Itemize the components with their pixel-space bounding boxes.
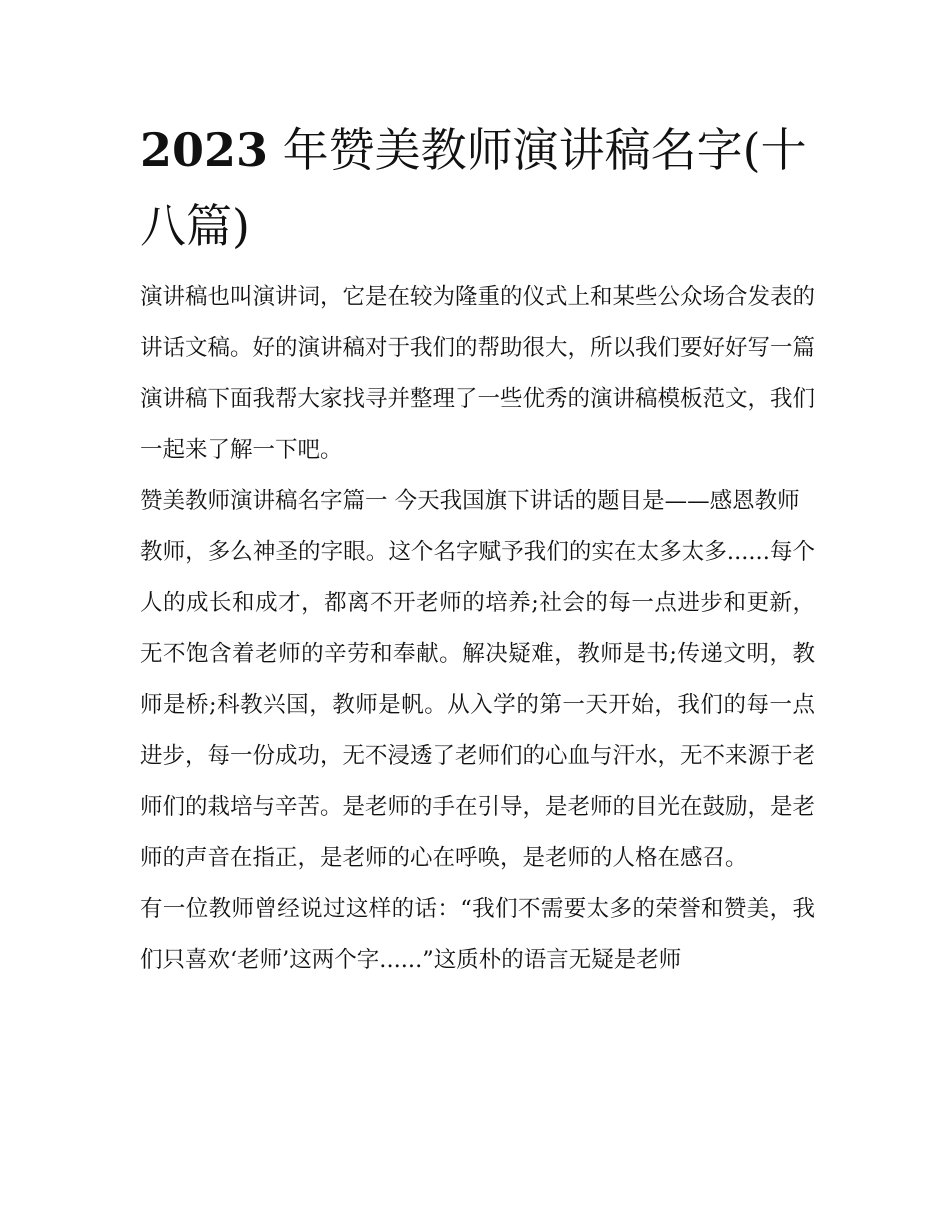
quote-paragraph: 有一位教师曾经说过这样的话：“我们不需要太多的荣誉和赞美，我们只喜欢‘老师’这两个字......”这质朴的语言无疑是老师 <box>140 896 815 973</box>
body-paragraph: 教师，多么神圣的字眼。这个名字赋予我们的实在太多太多......每个人的成长和成才，都离不开老师的培养;社会的每一点进步和更新，无不饱含着老师的辛劳和奉献。解决疑难，教师是书;传递文明，教师是桥;科教兴国，教师是帆。从入学的第一天开始，我们的每一点进步，每一份成功，无不浸透了老师们的心血与汗水，无不来源于老师们的栽培与辛苦。是老师的手在引导，是老师的目光在鼓励，是老师的声音在指正，是老师的心在呼唤，是老师的人格在感召。 <box>140 539 816 871</box>
section-heading-paragraph: 赞美教师演讲稿名字篇一 今天我国旗下讲话的题目是——感恩教师 <box>140 488 800 514</box>
title-text: 年赞美教师演讲稿名字(十八篇) <box>140 123 807 253</box>
document-title <box>140 112 815 264</box>
title-year: 2023 <box>140 123 269 177</box>
intro-paragraph: 演讲稿也叫演讲词，它是在较为隆重的仪式上和某些公众场合发表的讲话文稿。好的演讲稿对于我们的帮助很大，所以我们要好好写一篇演讲稿下面我帮大家找寻并整理了一些优秀的演讲稿模板范文，我们一起来了解一下吧。 <box>140 284 816 463</box>
document-page <box>140 112 815 986</box>
